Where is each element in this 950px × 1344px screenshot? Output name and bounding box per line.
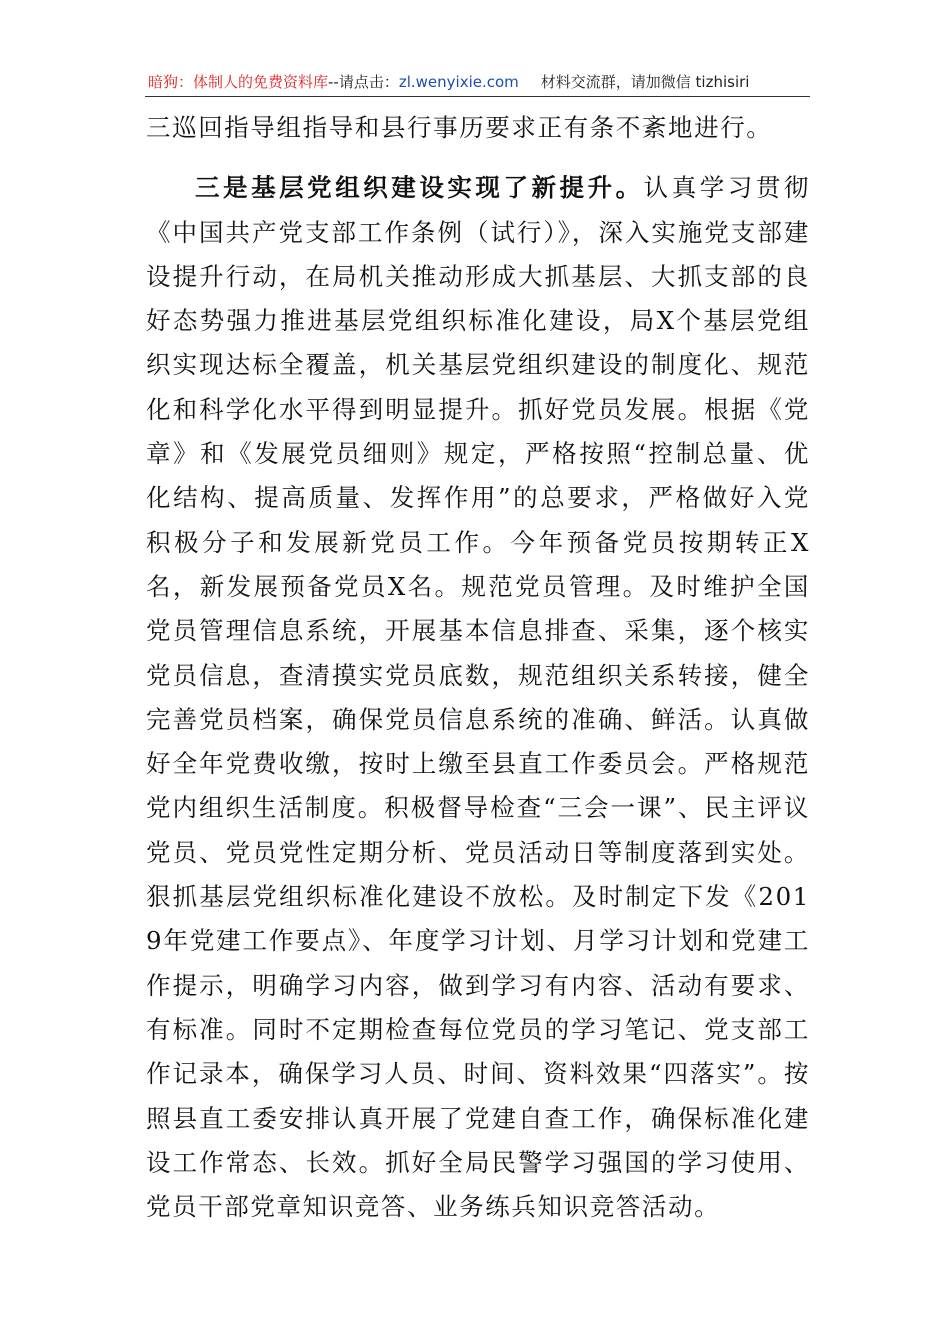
document-body [146,106,810,1229]
site-url-link[interactable]: zl.wenyixie.com [398,73,519,91]
group-note: 材料交流群，请加微信 tizhisiri [540,73,750,91]
page-header [148,70,810,94]
header-divider [145,96,810,97]
paragraph-continuation: 三巡回指导组指导和县行事历要求正有条不紊地进行。 [146,113,773,142]
paragraph-text: 认真学习贯彻《中国共产党支部工作条例（试行）》，深入实施党支部建设提升行动，在局机关推动形成大抓基层、大抓支部的良好态势强力推进基层党组织标准化建设，局X个基层党组织实现达标全覆盖，机关基层党组织建设的制度化、规范化和科学化水平得到明显提升。抓好党员发展。根据《党章》和《发展党员细则》规定，严格按照“控制总量、优化结构、提高质量、发挥作用”的总要求，严格做好入党积极分子和发展新党员工作。今年预备党员按期转正X名，新发展预备党员X名。规范党员管理。及时维护全国党员管理信息系统，开展基本信息排查、采集，逐个核实党员信息，查清摸实党员底数，规范组织关系转接，健全完善党员档案，确保党员信息系统的准确、鲜活。认真做好全年党费收缴，按时上缴至县直工作委员会。严格规范党内组织生活制度。积极督导检查“三会一课”、民主评议党员、党员党性定期分析、党员活动日等制度落到实处。狠抓基层党组织标准化建设不放松。及时制定下发《2019年党建工作要点》、年度学习计划、月学习计划和党建工作提示，明确学习内容，做到学习有内容、活动有要求、有标准。同时不定期检查每位党员的学习笔记、党支部工作记录本，确保学习人员、时间、资料效果“四落实”。按照县直工委安排认真开展了党建自查工作，确保标准化建设工作常态、长效。抓好全局民警学习强国的学习使用、党员干部党章知识竞答、业务练兵知识竞答活动。 [146,173,810,1222]
site-label: 暗狗：体制人的免费资料库 [148,73,329,91]
paragraph-lead-heading: 三是基层党组织建设实现了新提升。 [195,173,644,203]
paragraph-party-building [146,166,810,1229]
click-prompt: --请点击： [328,73,399,91]
